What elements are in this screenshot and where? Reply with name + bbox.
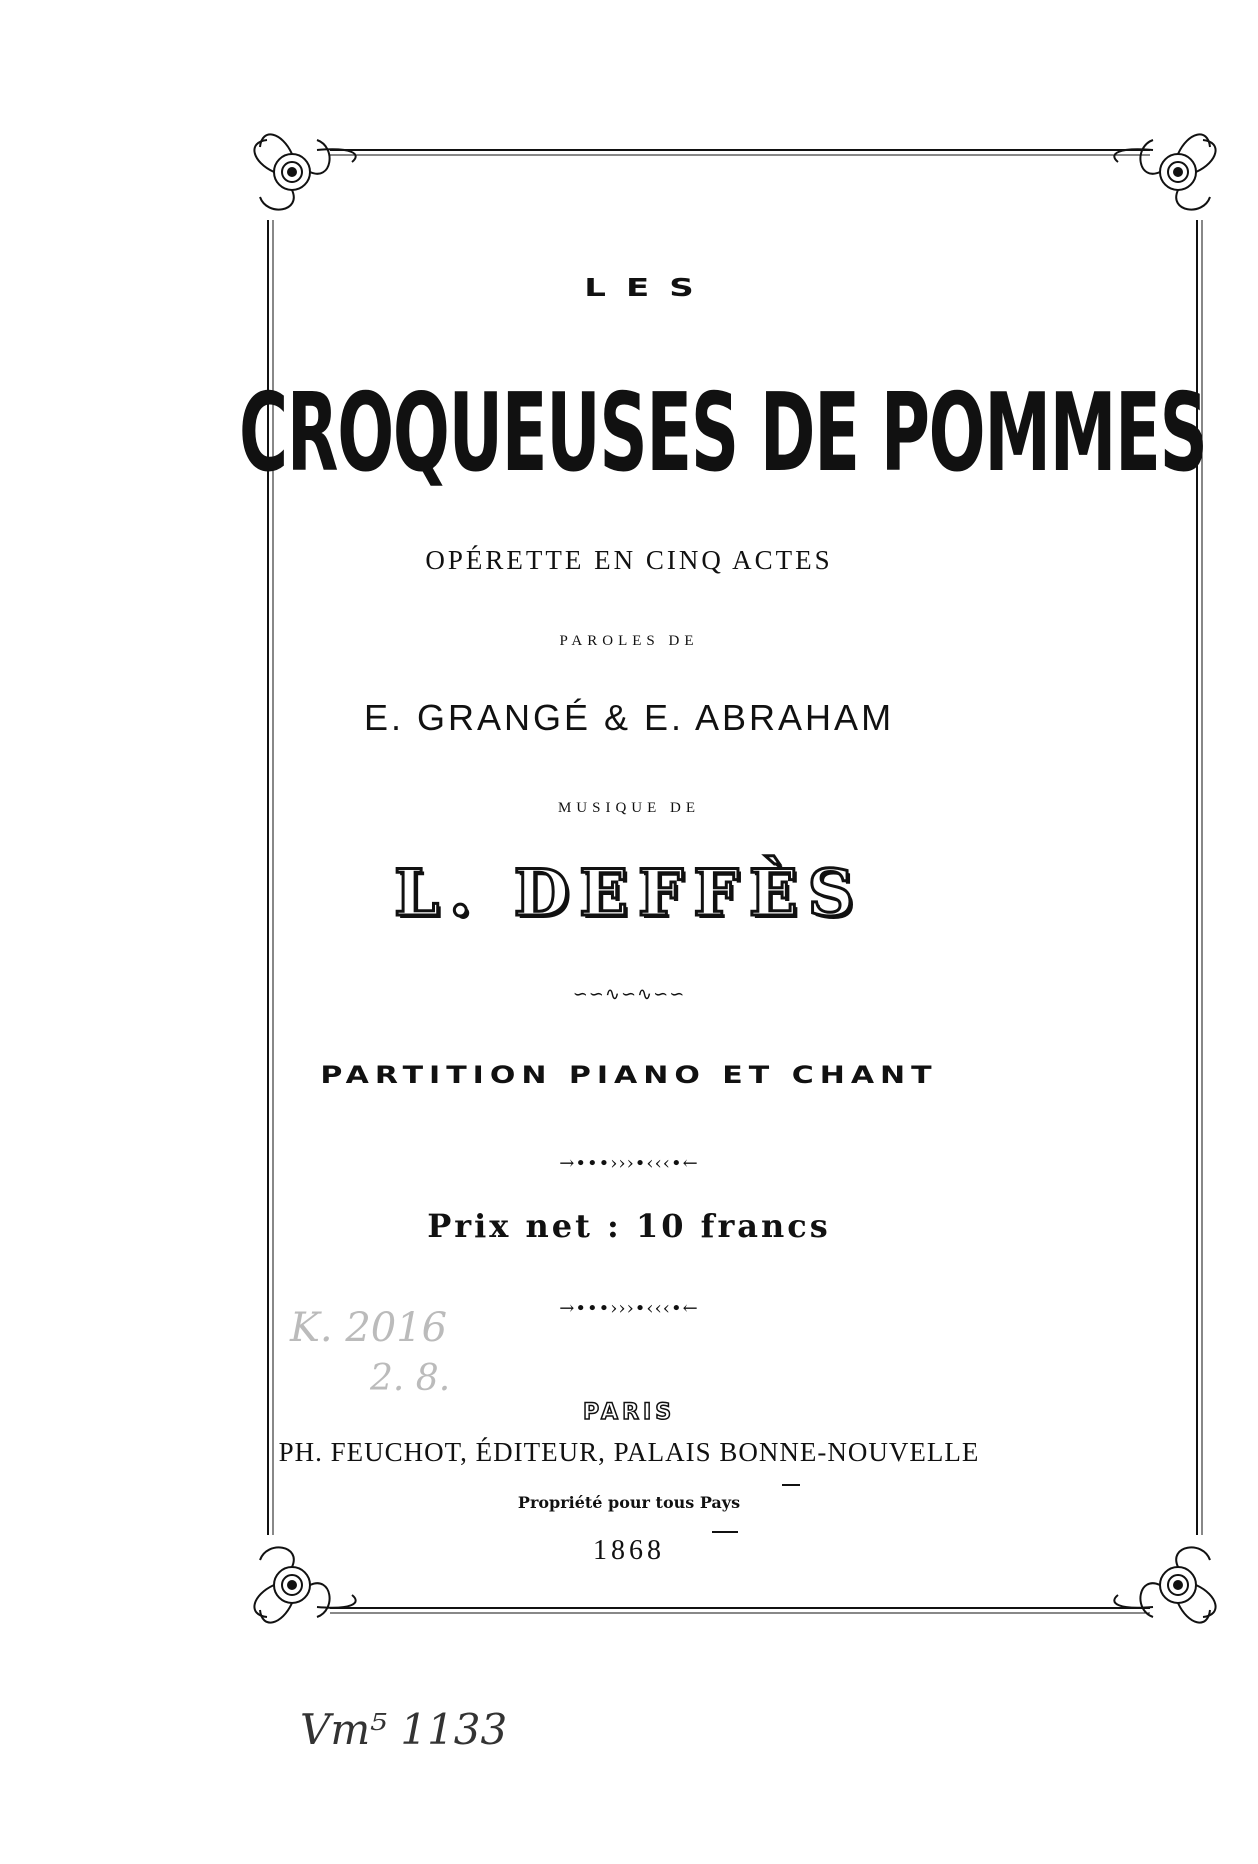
subtitle: OPÉRETTE EN CINQ ACTES — [425, 545, 833, 575]
divider-ornament-1: →•••›››•‹‹‹•← — [559, 1153, 699, 1174]
lyrics-by-label: PAROLES DE — [559, 633, 699, 649]
faint-stamp-line-2: 2. 8. — [370, 1358, 451, 1399]
music-by-label: MUSIQUE DE — [557, 800, 701, 816]
main-title: CROQUEUSES DE POMMES — [239, 371, 1207, 496]
edition-label: PARTITION PIANO ET CHANT — [320, 1061, 938, 1090]
composer: L. DEFFÈS — [394, 856, 864, 931]
separator-dash-1 — [782, 1484, 800, 1486]
title-article: LES — [584, 273, 714, 303]
shelfmark: Vm⁵ 1133 — [300, 1705, 508, 1754]
publication-year: 1868 — [593, 1535, 665, 1566]
separator-dash-2 — [712, 1531, 738, 1533]
faint-stamp-line-1: K. 2016 — [290, 1305, 448, 1351]
publisher: PH. FEUCHOT, ÉDITEUR, PALAIS BONNE-NOUVELLE — [278, 1437, 980, 1467]
divider-ornament-2: →•••›››•‹‹‹•← — [559, 1298, 699, 1319]
wave-ornament: ∽∽∿∽∿∽∽ — [572, 984, 686, 1005]
city: PARIS — [582, 1400, 676, 1425]
price: Prix net : 10 francs — [427, 1207, 831, 1245]
rights-notice: Propriété pour tous Pays — [517, 1493, 741, 1512]
lyricists: E. GRANGÉ & E. ABRAHAM — [363, 697, 895, 738]
